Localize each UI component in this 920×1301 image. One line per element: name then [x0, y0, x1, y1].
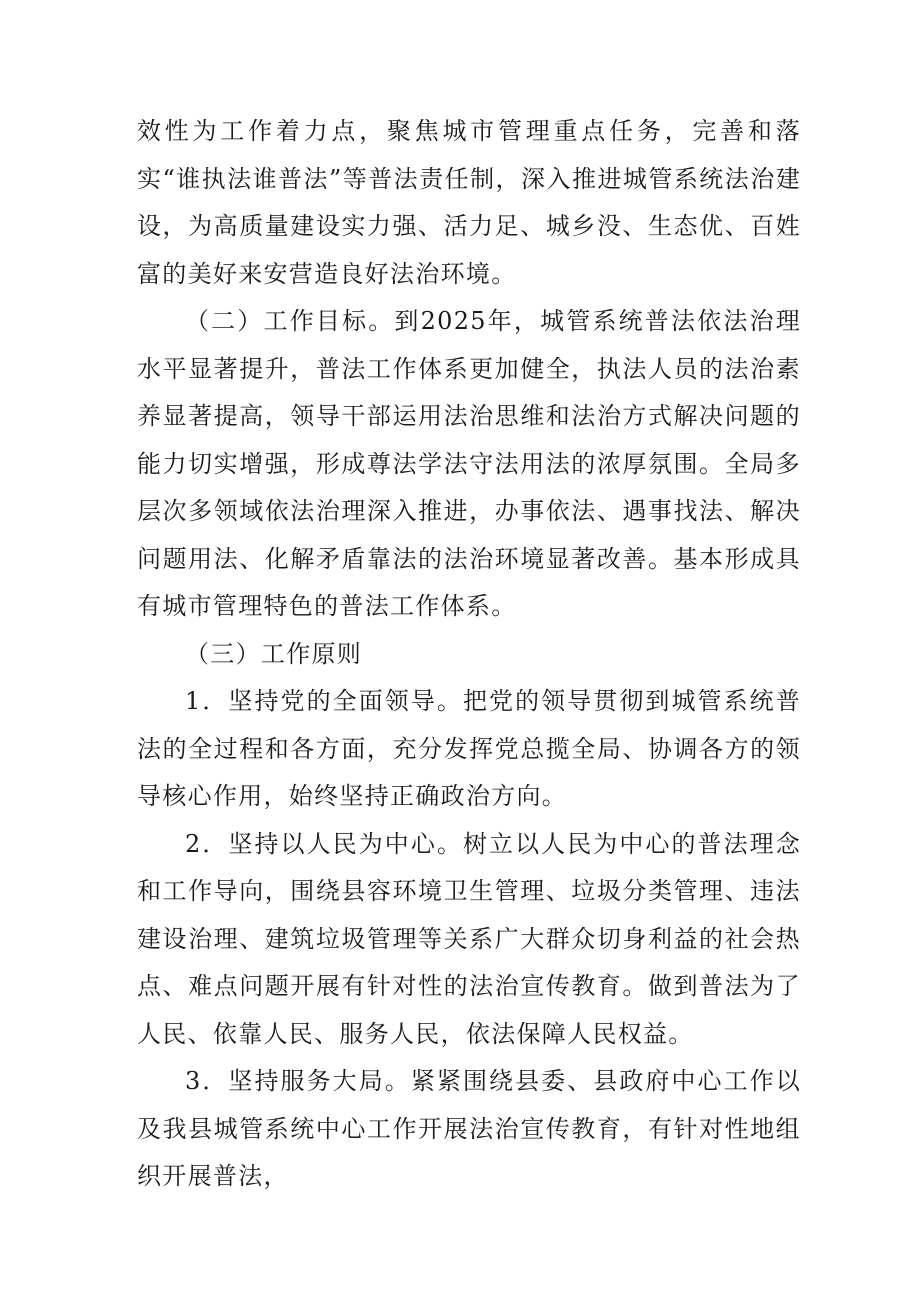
section-heading-work-principles: （三）工作原则: [185, 639, 363, 668]
principle-2-paragraph: 2．坚持以人民为中心。树立以人民为中心的普法理念和工作导向，围绕县容环境卫生管理、垃圾分类管理、违法建设治理、建筑垃圾管理等关系广大群众切身利益的社会热点、难点问题开展有针对性的法治宣传教育。做到普法为了人民、依靠人民、服务人民，依法保障人民权益。: [137, 829, 801, 1048]
paragraph-work-goals: （二）工作目标。到2025年，城管系统普法依法治理水平显著提升，普法工作体系更加健全，执法人员的法治素养显著提高，领导干部运用法治思维和法治方式解决问题的能力切实增强，形成尊法学法守法用法的浓厚氛围。全局多层次多领域依法治理深入推进，办事依法、遇事找法、解决问题用法、化解矛盾靠法的法治环境显著改善。基本形成具有城市管理特色的普法工作体系。: [137, 307, 801, 620]
paragraph-continuation: 效性为工作着力点，聚焦城市管理重点任务，完善和落实“谁执法谁普法”等普法责任制，深入推进城管系统法治建设，为高质量建设实力强、活力足、城乡没、生态优、百姓富的美好来安营造良好法治环境。: [137, 117, 801, 288]
document-body: [137, 108, 801, 1201]
principle-1-paragraph: 1．坚持党的全面领导。把党的领导贯彻到城管系统普法的全过程和各方面，充分发挥党总揽全局、协调各方的领导核心作用，始终坚持正确政治方向。: [137, 687, 801, 810]
principle-3-paragraph: 3．坚持服务大局。紧紧围绕县委、县政府中心工作以及我县城管系统中心工作开展法治宣传教育，有针对性地组织开展普法，: [137, 1067, 801, 1190]
